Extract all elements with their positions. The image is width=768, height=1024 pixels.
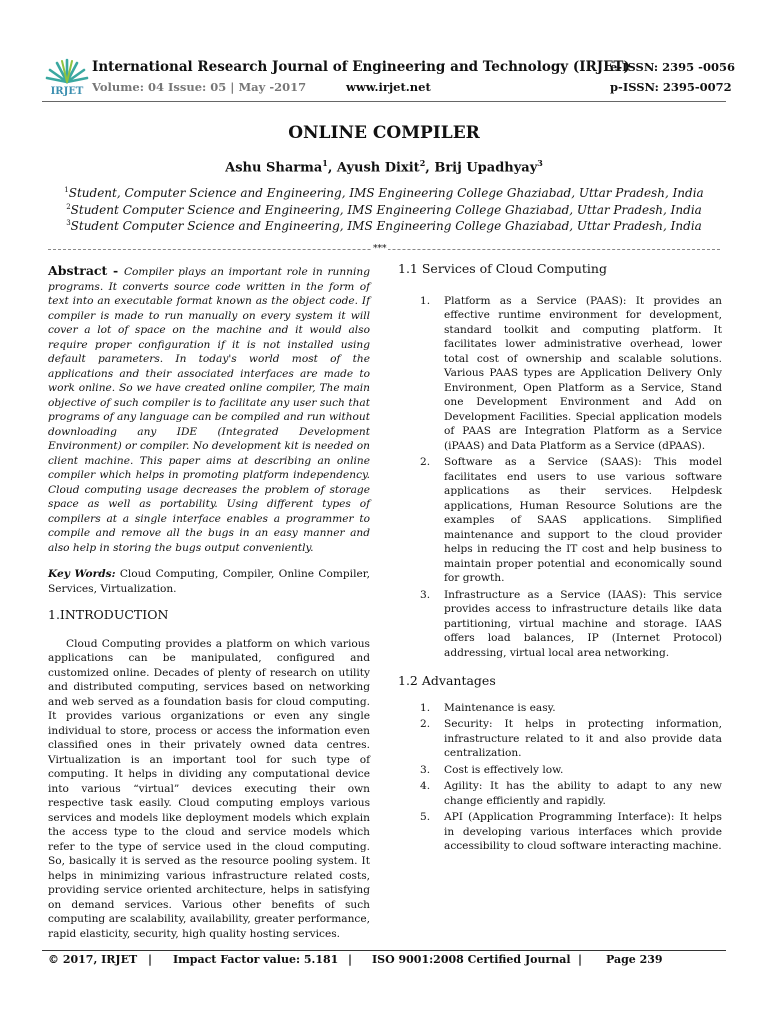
author-name: Ashu Sharma [225,160,323,176]
services-heading: 1.1 Services of Cloud Computing [398,261,607,276]
header-divider [42,101,726,102]
irjet-logo [42,50,92,96]
affiliation: $^1$Student, Computer Science and Engineering, IMS Engineering College Ghaziabad, Uttar Pradesh, India [64,186,704,200]
author-name: Brij Upadhyay [434,160,538,176]
list-item: 2. Software as a Service (SAAS): This model facilitates end users to use various software applications as their services. Helpdesk applications, Human Resource Solutions are the examples of SAAS applications. Simplified maintenance and support to the cloud provider helps in reducing the IT cost and help business to maintain proper potential and economically sound for growth. [420,456,722,584]
list-item: 5. API (Application Programming Interface): It helps in developing various interfaces which provide accessibility to cloud software interacting machine. [420,811,722,852]
left-column [48,264,370,941]
footer-copyright: © 2017, IRJET [48,953,138,966]
list-item: 3. Cost is effectively low. [420,763,564,776]
author-name: Ayush Dixit [336,160,420,176]
footer-separator: | [348,953,353,966]
footer-page-number: Page 239 [606,953,663,966]
intro-text: Cloud Computing provides a platform on which various applications can be manipulated, configured and customized online. Decades of plenty of research on utility and distributed computing, services based on networking and web served as a foundation basis for cloud computing. It provides various organizations or even any single individual to store, process or access the information even classified ones in their privately owned data centres. Virtualization is an important tool for such type of computing. It helps in dividing any computational device into various “virtual” devices executing their own respective task easily. Cloud computing employs various services and models like deployment models which explain the access type to the cloud and service models which refer to the type of service used in the cloud computing. So, basically it is served as the resource pooling system. It helps in minimizing various infrastructure related costs, providing service oriented architecture, helps in satisfying on demand services. Various other benefits of such computing are scalability, availability, greater performance, rapid elasticity, security, high quality hosting services. [48,637,370,940]
abstract-text: Compiler plays an important role in running programs. It converts source code written in the form of text into an executable format known as the object code. If compiler is made to run manually on every system it will cover a lot of space on the machine and it would also require proper configuration if it is not installed using default parameters. In today's world most of the applications and their associated interfaces are made to work online. So we have created online compiler, The main objective of such compiler is to facilitate any user such that programs of any language can be compiled and run without downloading any IDE (Integrated Development Environment) or compiler. No development kit is needed on client machine. This paper aims at describing an online compiler which helps in promoting platform independency. Cloud computing usage decreases the problem of storage space as well as portability. Using different types of compilers at a single interface enables a programmer to compile and remove all the bugs in an easy manner and also help in storing the bugs output conveniently. [48,266,370,554]
svg-text:IRJET: IRJET [50,86,84,96]
footer-separator: | [578,953,583,966]
paper-title: ONLINE COMPILER [288,123,480,143]
author-list: Ashu Sharma$^1$, Ayush Dixit$^2$, Brij Upadhyay$^3$ [225,158,543,176]
footer-separator: | [148,953,153,966]
footer-impact-factor: Impact Factor value: 5.181 [173,953,339,966]
p-issn: p-ISSN: 2395-0072 [610,80,732,94]
advantages-list [398,701,722,854]
journal-title: International Research Journal of Engineering and Technology (IRJET) [92,59,630,75]
list-item: 2. Security: It helps in protecting information, infrastructure related to it and also provide data centralization. [420,718,722,759]
services-list [398,294,722,661]
affiliation: $^2$Student Computer Science and Engineering, IMS Engineering College Ghaziabad, Uttar Pradesh, India [66,203,702,217]
list-item: 1. Maintenance is easy. [420,701,556,714]
footer-iso: ISO 9001:2008 Certified Journal [372,953,571,966]
list-item: 3. Infrastructure as a Service (IAAS): This service provides access to infrastructure details like data partitioning, virtual machine and storage. IAAS offers load balances, IP (Internet Protocol) addressing, virtual local area networking. [420,588,722,659]
affiliation: $^3$Student Computer Science and Engineering, IMS Engineering College Ghaziabad, Uttar Pradesh, India [66,219,702,233]
intro-heading: 1.INTRODUCTION [48,607,169,622]
author-sup: 1 [322,158,328,168]
keywords-text: Cloud Computing, Compiler, Online Compiler, Services, Virtualization. [48,568,370,595]
abstract-label: Abstract - [48,263,124,278]
abstract [48,264,370,555]
footer-divider [42,950,726,951]
volume-issue: Volume: 04 Issue: 05 | May -2017 [92,80,307,94]
list-item: 4. Agility: It has the ability to adapt to any new change efficiently and rapidly. [420,780,722,807]
keywords-label: Key Words: [48,568,116,580]
separator-stars: *** [373,244,387,254]
author-sup: 3 [537,158,543,168]
list-item: 1. Platform as a Service (PAAS): It provides an effective runtime environment for development, standard toolkit and computing platform. It facilitates lower administrative overhead, lower total cost of ownership and scalable solutions. Various PAAS types are Application Delivery Only Environment, Open Platform as a Service, Stand one Development Environment and Add on Development Facilities. Special application models of PAAS are Integration Platform as a Service (iPAAS) and Data Platform as a Service (dPAAS). [420,294,722,452]
journal-website: www.irjet.net [346,80,431,94]
right-column [398,262,722,854]
keywords [48,567,370,596]
e-issn: e-ISSN: 2395 -0056 [610,60,735,74]
author-sup: 2 [419,158,426,168]
advantages-heading: 1.2 Advantages [398,673,496,688]
